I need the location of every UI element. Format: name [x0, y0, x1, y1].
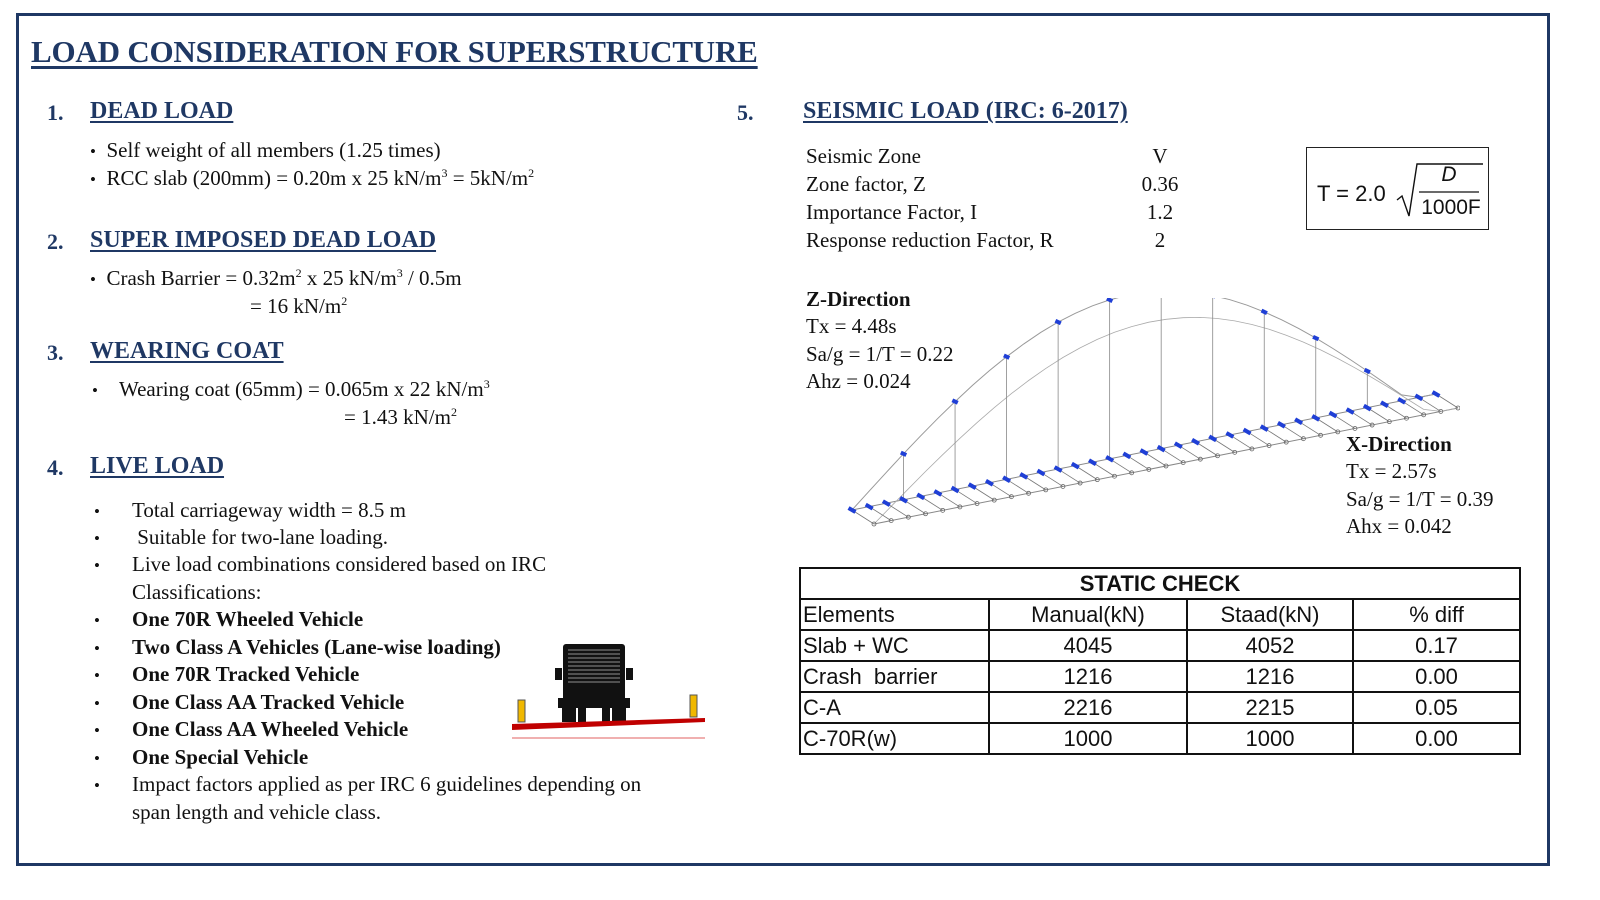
live-load-item: •	[94, 666, 100, 685]
page-title: LOAD CONSIDERATION FOR SUPERSTRUCTURE	[31, 34, 758, 69]
table-header-cell: % diff	[1353, 599, 1520, 630]
bridge-structural-model	[840, 298, 1460, 538]
live-load-item-text: Impact factors applied as per IRC 6 guidelines depending on	[132, 772, 642, 796]
deck-node	[968, 482, 977, 489]
table-header-row	[800, 599, 1520, 630]
sidl-result: = 16 $kN/m^2$	[250, 294, 348, 318]
seismic-param-label: Response reduction Factor, R	[806, 228, 1054, 252]
seismic-param-value: V	[1152, 144, 1168, 168]
wearing-coat-line: • Wearing coat (65mm) = 0.065m x 22 $kN/m^3$	[92, 377, 490, 401]
deck-node	[1225, 431, 1234, 438]
live-load-item: •	[94, 639, 100, 658]
live-load-item: •	[94, 556, 100, 575]
live-load-item: •	[94, 611, 100, 630]
section-heading-dead-load: DEAD LOAD	[90, 98, 234, 124]
live-load-item-continuation: Classifications:	[132, 580, 262, 604]
table-cell: Slab + WC	[800, 630, 989, 661]
dead-load-item: • Self weight of all members (1.25 times)	[90, 138, 441, 162]
deck-node	[1088, 459, 1097, 466]
table-cell: 0.00	[1353, 723, 1520, 754]
deck-node	[1414, 394, 1423, 401]
x-direction-ahx: Ahx = 0.042	[1346, 514, 1452, 538]
section-heading-seismic: SEISMIC LOAD (IRC: 6-2017)	[803, 98, 1128, 124]
x-direction-tx: Tx = 2.57s	[1346, 459, 1437, 483]
formula-denominator: 1000F	[1421, 196, 1481, 219]
table-row	[800, 723, 1520, 754]
live-load-vehicle: Two Class A Vehicles (Lane-wise loading)	[132, 635, 501, 659]
table-header-cell: Elements	[800, 599, 989, 630]
deck-node	[1380, 401, 1389, 408]
table-header-cell: Staad(kN)	[1187, 599, 1353, 630]
table-cell: Crash barrier	[800, 661, 989, 692]
section-heading-wearing: WEARING COAT	[90, 338, 284, 364]
support-node	[1055, 319, 1062, 325]
support-node	[1261, 309, 1268, 315]
static-check-caption: STATIC CHECK	[800, 568, 1520, 599]
section-number-seismic: 5.	[737, 100, 754, 125]
barrier	[690, 695, 697, 717]
deck-node	[1397, 397, 1406, 404]
section-number-wearing: 3.	[47, 340, 64, 365]
live-load-vehicle: One 70R Tracked Vehicle	[132, 662, 360, 686]
seismic-param-label: Zone factor, Z	[806, 172, 926, 196]
table-cell: 2216	[989, 692, 1187, 723]
live-load-vehicle: One Class AA Wheeled Vehicle	[132, 717, 409, 741]
table-cell: 1000	[989, 723, 1187, 754]
table-cell: 4045	[989, 630, 1187, 661]
table-row	[800, 692, 1520, 723]
truck-on-deck-illustration	[510, 638, 710, 743]
live-load-item: •	[94, 749, 100, 768]
table-cell: 4052	[1187, 630, 1353, 661]
live-load-vehicle: One 70R Wheeled Vehicle	[132, 607, 364, 631]
table-cell: C-A	[800, 692, 989, 723]
seismic-param-value: 0.36	[1141, 172, 1179, 196]
table-cell: 2215	[1187, 692, 1353, 723]
barrier	[518, 700, 525, 722]
wheel	[578, 708, 586, 722]
deck-node	[1036, 469, 1045, 476]
section-number-dead-load: 1.	[47, 100, 64, 125]
live-load-item-continuation: span length and vehicle class.	[132, 800, 382, 824]
deck-node	[865, 503, 874, 510]
table-cell: 0.00	[1353, 661, 1520, 692]
deck-node	[1346, 407, 1355, 414]
seismic-param-value: 1.2	[1146, 200, 1174, 224]
live-load-vehicle: One Special Vehicle	[132, 745, 309, 769]
live-load-item-text: Live load combinations considered based on IRC	[132, 552, 547, 576]
live-load-item: •	[94, 529, 100, 548]
live-load-vehicle: One Class AA Tracked Vehicle	[132, 690, 405, 714]
z-direction-label: Z-Direction	[806, 287, 911, 311]
wheel	[602, 708, 610, 722]
x-direction-label: X-Direction	[1346, 432, 1452, 456]
wearing-coat-result: = 1.43 $kN/m^2$	[344, 405, 457, 429]
deck-node	[1294, 418, 1303, 425]
table-row	[800, 630, 1520, 661]
x-direction-sag: Sa/g = 1/T = 0.39	[1346, 487, 1494, 511]
seismic-param-label: Seismic Zone	[806, 144, 921, 168]
arch-rib	[874, 317, 1458, 524]
z-direction-ahz: Ahz = 0.024	[806, 369, 911, 393]
truck-body	[563, 644, 625, 702]
deck-node	[882, 499, 891, 506]
deck-node	[1140, 448, 1149, 455]
sidl-crash-barrier: • Crash Barrier = $0.32m^2$ x 25 $kN/m^3 / 0.5m$	[90, 266, 462, 290]
dead-load-rcc: • RCC slab (200mm) = 0.20m x 25 $kN/m^3 = 5kN/m^2$	[90, 166, 535, 190]
live-load-item: •	[94, 502, 100, 521]
seismic-param-label: Importance Factor, I	[806, 200, 978, 224]
deck-node	[1122, 452, 1131, 459]
deck-node	[848, 506, 857, 513]
live-load-item: •	[94, 776, 100, 795]
table-cell: 0.05	[1353, 692, 1520, 723]
table-cell: 1216	[1187, 661, 1353, 692]
deck-node	[1019, 472, 1028, 479]
deck-node	[1328, 411, 1337, 418]
deck-node	[1071, 462, 1080, 469]
deck-node	[1277, 421, 1286, 428]
deck-node	[1432, 390, 1441, 397]
table-header-cell: Manual(kN)	[989, 599, 1187, 630]
deck-node	[933, 489, 942, 496]
table-row	[800, 661, 1520, 692]
z-direction-tx: Tx = 4.48s	[806, 314, 897, 338]
section-number-sidl: 2.	[47, 229, 64, 254]
live-load-item: •	[94, 694, 100, 713]
live-load-item-text: Suitable for two-lane loading.	[132, 525, 389, 549]
seismic-param-value: 2	[1154, 228, 1166, 252]
deck-node	[985, 479, 994, 486]
section-heading-sidl: SUPER IMPOSED DEAD LOAD	[90, 227, 437, 253]
table-cell: C-70R(w)	[800, 723, 989, 754]
table-cell: 1000	[1187, 723, 1353, 754]
section-heading-live-load: LIVE LOAD	[90, 453, 225, 479]
arch-rib	[852, 298, 1436, 510]
wheel	[562, 708, 576, 722]
deck-node	[916, 493, 925, 500]
table-cell: 1216	[989, 661, 1187, 692]
deck-node	[1174, 441, 1183, 448]
live-load-item: •	[94, 721, 100, 740]
deck-node	[1191, 438, 1200, 445]
static-check-table	[799, 567, 1521, 755]
table-cell: 0.17	[1353, 630, 1520, 661]
support-node	[1312, 335, 1319, 341]
formula-lhs: T = 2.0	[1317, 181, 1386, 206]
z-direction-sag: Sa/g = 1/T = 0.22	[806, 342, 954, 366]
section-number-live-load: 4.	[47, 455, 64, 480]
period-formula-box	[1306, 147, 1489, 230]
live-load-item-text: Total carriageway width = 8.5 m	[132, 498, 406, 522]
formula-numerator: D	[1441, 163, 1457, 186]
deck-node	[1243, 428, 1252, 435]
wheel	[612, 708, 626, 722]
